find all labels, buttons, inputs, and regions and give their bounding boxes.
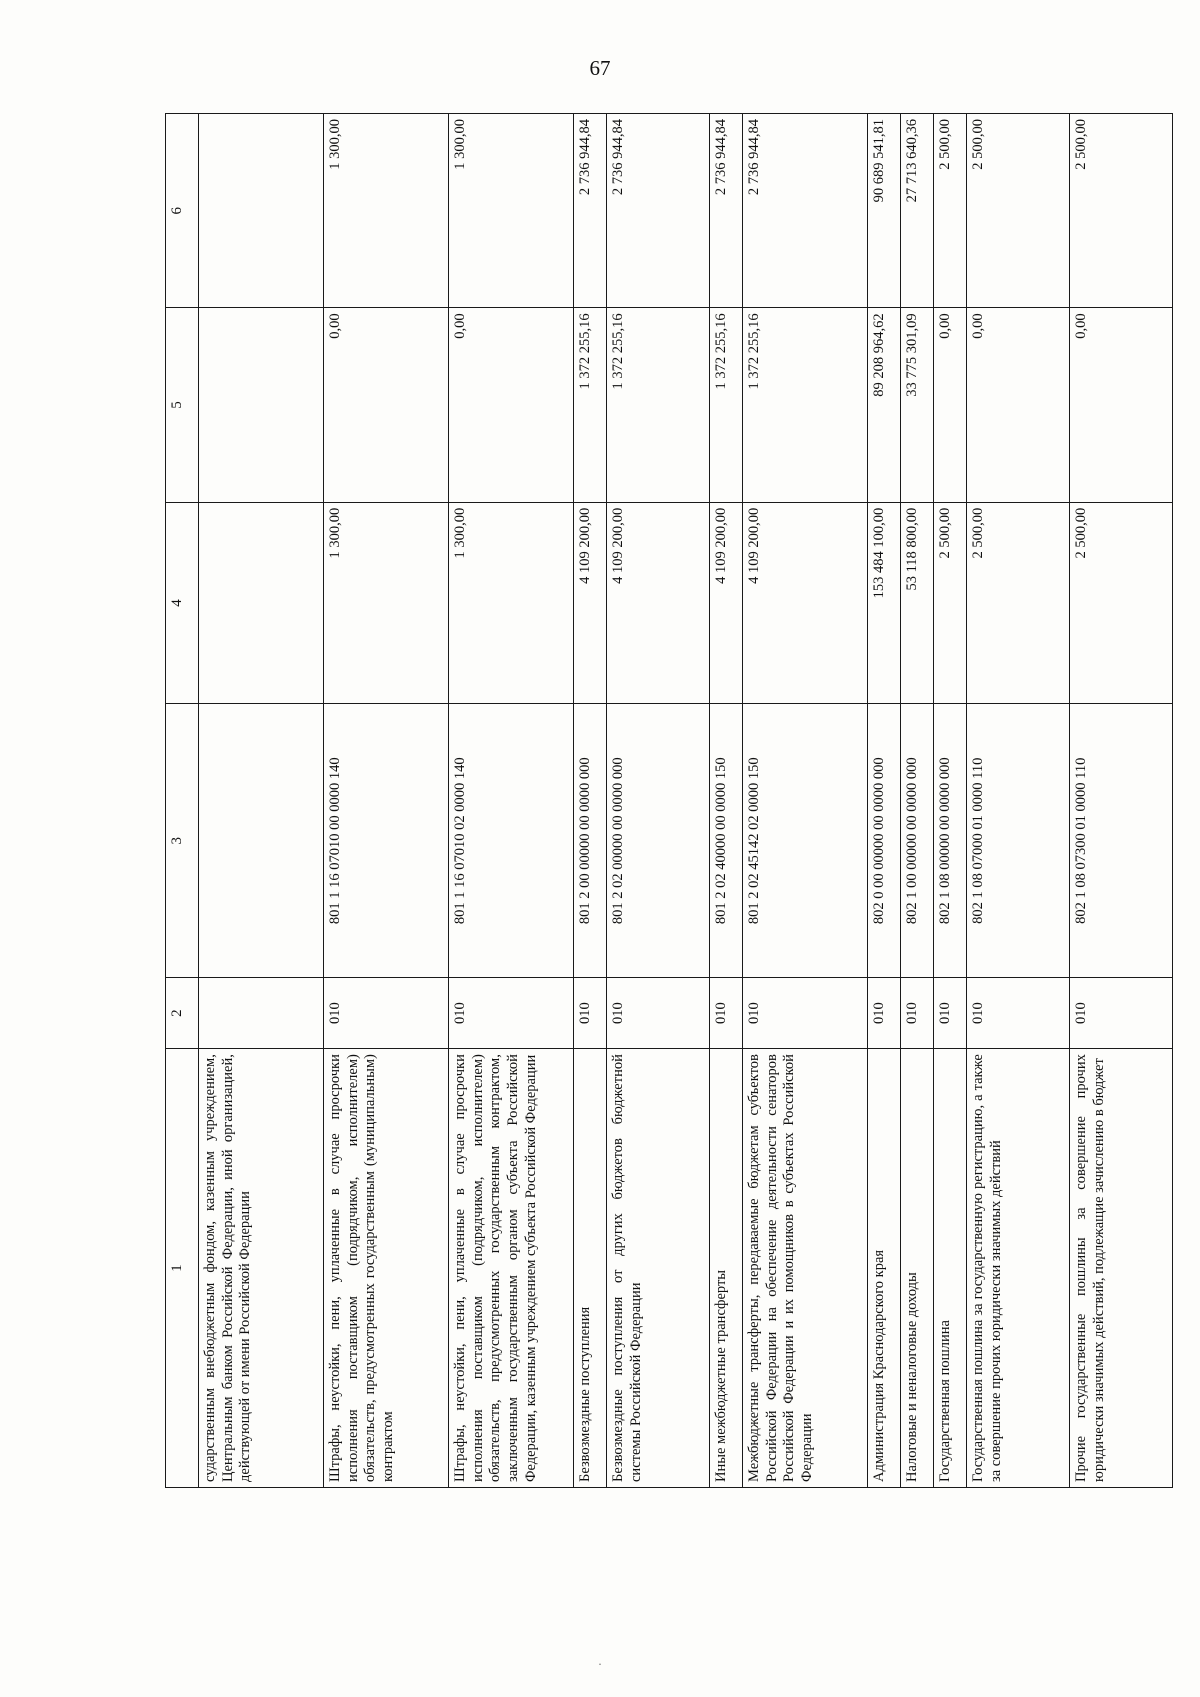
row-amount-1: 153 484 100,00 [868,502,901,704]
row-amount-2: 0,00 [449,308,574,502]
row-amount-1: 2 500,00 [967,502,1070,704]
row-name: Государственная пошлина [934,1049,967,1488]
row-budget-classification-code: 801 1 16 07010 00 0000 140 [324,704,449,978]
row-amount-1: 1 300,00 [449,502,574,704]
row-name: сударственным внебюджетным фондом, казенным учреждением, Центральным банком Российской Федерации, иной организацией, действующей от имени Российской Федерации [199,1049,324,1488]
row-amount-1: 2 500,00 [934,502,967,704]
column-header-6: 6 [166,114,199,308]
row-amount-3: 2 500,00 [1070,114,1173,308]
row-amount-2: 0,00 [967,308,1070,502]
row-budget-classification-code: 801 2 00 00000 00 0000 000 [574,704,607,978]
row-amount-2: 1 372 255,16 [710,308,743,502]
row-budget-classification-code: 802 0 00 00000 00 0000 000 [868,704,901,978]
row-budget-classification-code: 801 1 16 07010 02 0000 140 [449,704,574,978]
row-amount-3: 90 689 541,81 [868,114,901,308]
row-name: Администрация Краснодарского края [868,1049,901,1488]
footer-mark: . [598,1653,602,1668]
row-amount-1 [199,502,324,704]
row-amount-2: 0,00 [1070,308,1173,502]
row-amount-2: 1 372 255,16 [607,308,710,502]
row-name: Государственная пошлина за государственную регистрацию, а также за совершение прочих юридически значимых действий [967,1049,1070,1488]
row-amount-1: 4 109 200,00 [574,502,607,704]
table-row [607,114,710,1488]
row-line-code: 010 [967,978,1070,1049]
row-line-code: 010 [710,978,743,1049]
row-line-code: 010 [449,978,574,1049]
row-name: Безвозмездные поступления [574,1049,607,1488]
table-row [967,114,1070,1488]
table-row [449,114,574,1488]
row-amount-3 [199,114,324,308]
row-amount-1: 4 109 200,00 [710,502,743,704]
table-row [868,114,901,1488]
row-name: Иные межбюджетные трансферты [710,1049,743,1488]
row-name: Штрафы, неустойки, пени, уплаченные в случае просрочки исполнения поставщиком (подрядчиком, исполнителем) обязательств, предусмотренных государственным контрактом, заключенным государственным органом субъекта Российской Федерации, казенным учреждением субъекта Российской Федерации [449,1049,574,1488]
column-header-3: 3 [166,704,199,978]
row-line-code [199,978,324,1049]
row-amount-2: 0,00 [934,308,967,502]
rotated-table-container [165,113,1107,1488]
row-amount-3: 2 500,00 [934,114,967,308]
table-row [1070,114,1173,1488]
row-name: Налоговые и неналоговые доходы [901,1049,934,1488]
row-line-code: 010 [1070,978,1173,1049]
row-name: Штрафы, неустойки, пени, уплаченные в случае просрочки исполнения поставщиком (подрядчиком, исполнителем) обязательств, предусмотренных государственным (муниципальным) контрактом [324,1049,449,1488]
table-header-row [166,114,199,1488]
row-amount-1: 4 109 200,00 [607,502,710,704]
row-amount-1: 1 300,00 [324,502,449,704]
row-line-code: 010 [743,978,868,1049]
table-row [901,114,934,1488]
row-budget-classification-code [199,704,324,978]
budget-table [165,113,1173,1488]
row-budget-classification-code: 802 1 00 00000 00 0000 000 [901,704,934,978]
row-amount-1: 2 500,00 [1070,502,1173,704]
row-amount-2: 1 372 255,16 [743,308,868,502]
row-line-code: 010 [934,978,967,1049]
row-amount-3: 1 300,00 [324,114,449,308]
table-row [199,114,324,1488]
column-header-5: 5 [166,308,199,502]
table-row [710,114,743,1488]
row-line-code: 010 [868,978,901,1049]
table-row [324,114,449,1488]
row-line-code: 010 [324,978,449,1049]
row-amount-3: 1 300,00 [449,114,574,308]
page-number: 67 [589,56,611,80]
row-amount-3: 2 736 944,84 [607,114,710,308]
budget-table-body [166,114,1173,1488]
row-amount-2: 0,00 [324,308,449,502]
row-budget-classification-code: 802 1 08 00000 00 0000 000 [934,704,967,978]
row-amount-2: 89 208 964,62 [868,308,901,502]
row-amount-3: 2 500,00 [967,114,1070,308]
table-row [934,114,967,1488]
row-amount-1: 53 118 800,00 [901,502,934,704]
column-header-1: 1 [166,1049,199,1488]
row-budget-classification-code: 801 2 02 00000 00 0000 000 [607,704,710,978]
row-name: Безвозмездные поступления от других бюджетов бюджетной системы Российской Федерации [607,1049,710,1488]
row-budget-classification-code: 801 2 02 40000 00 0000 150 [710,704,743,978]
row-amount-3: 2 736 944,84 [574,114,607,308]
row-amount-2: 33 775 301,09 [901,308,934,502]
row-amount-3: 2 736 944,84 [710,114,743,308]
row-amount-2 [199,308,324,502]
row-amount-3: 2 736 944,84 [743,114,868,308]
row-budget-classification-code: 802 1 08 07000 01 0000 110 [967,704,1070,978]
row-budget-classification-code: 802 1 08 07300 01 0000 110 [1070,704,1173,978]
row-name: Прочие государственные пошлины за совершение прочих юридически значимых действий, подлежащие зачислению в бюджет [1070,1049,1173,1488]
row-name: Межбюджетные трансферты, передаваемые бюджетам субъектов Российской Федерации на обеспечение деятельности сенаторов Российской Федерации и их помощников в субъектах Российской Федерации [743,1049,868,1488]
row-line-code: 010 [607,978,710,1049]
column-header-2: 2 [166,978,199,1049]
row-line-code: 010 [574,978,607,1049]
column-header-4: 4 [166,502,199,704]
row-amount-1: 4 109 200,00 [743,502,868,704]
table-row [574,114,607,1488]
table-row [743,114,868,1488]
row-line-code: 010 [901,978,934,1049]
row-amount-2: 1 372 255,16 [574,308,607,502]
row-budget-classification-code: 801 2 02 45142 02 0000 150 [743,704,868,978]
row-amount-3: 27 713 640,36 [901,114,934,308]
